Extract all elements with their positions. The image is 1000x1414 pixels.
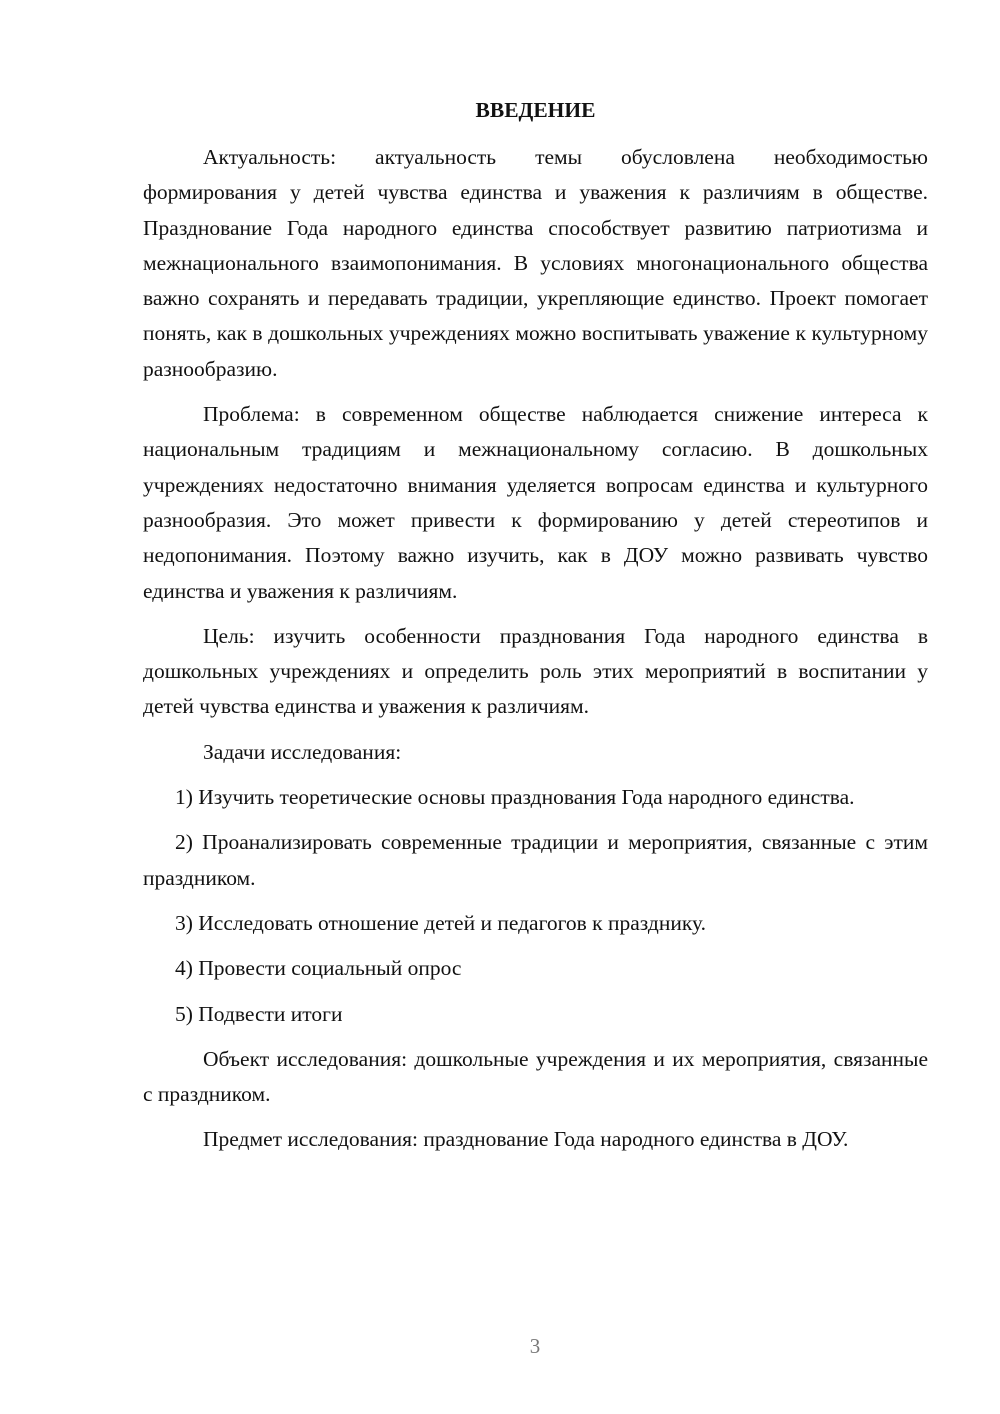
- paragraph-relevance: Актуальность: актуальность темы обусловлена необходимостью формирования у детей чувства единства и уважения к различиям в обществе. Празднование Года народного единства способствует развитию патриотизма и межнационального взаимопонимания. В условиях многонационального общества важно сохранять и передавать традиции, укрепляющие единство. Проект помогает понять, как в дошкольных учреждениях можно воспитывать уважение к культурному разнообразию.: [143, 145, 928, 381]
- document-page: [143, 95, 928, 1168]
- paragraph-object: Объект исследования: дошкольные учреждения и их мероприятия, связанные с праздником.: [143, 1046, 928, 1107]
- paragraph-problem: Проблема: в современном обществе наблюдается снижение интереса к национальным традициям и межнациональному согласию. В дошкольных учреждениях недостаточно внимания уделяется вопросам единства и культурного разнообразия. Это может привести к формированию у детей стереотипов и недопонимания. Поэтому важно изучить, как в ДОУ можно развивать чувство единства и уважения к различиям.: [143, 402, 928, 603]
- tasks-heading: Задачи исследования:: [203, 739, 402, 764]
- task-item-2: 2) Проанализировать современные традиции и мероприятия, связанные с этим праздником.: [143, 830, 928, 890]
- paragraph-goal: Цель: изучить особенности празднования Года народного единства в дошкольных учреждениях и определить роль этих мероприятий в воспитании у детей чувства единства и уважения к различиям.: [143, 623, 928, 719]
- task-item-4: 4) Провести социальный опрос: [175, 956, 462, 981]
- page-number: 3: [529, 1334, 541, 1358]
- paragraph-subject: Предмет исследования: празднование Года народного единства в ДОУ.: [203, 1127, 849, 1152]
- task-item-1: 1) Изучить теоретические основы празднования Года народного единства.: [175, 785, 855, 810]
- section-title: ВВЕДЕНИЕ: [475, 98, 596, 122]
- task-item-5: 5) Подвести итоги: [175, 1001, 343, 1026]
- task-item-3: 3) Исследовать отношение детей и педагогов к празднику.: [175, 910, 706, 935]
